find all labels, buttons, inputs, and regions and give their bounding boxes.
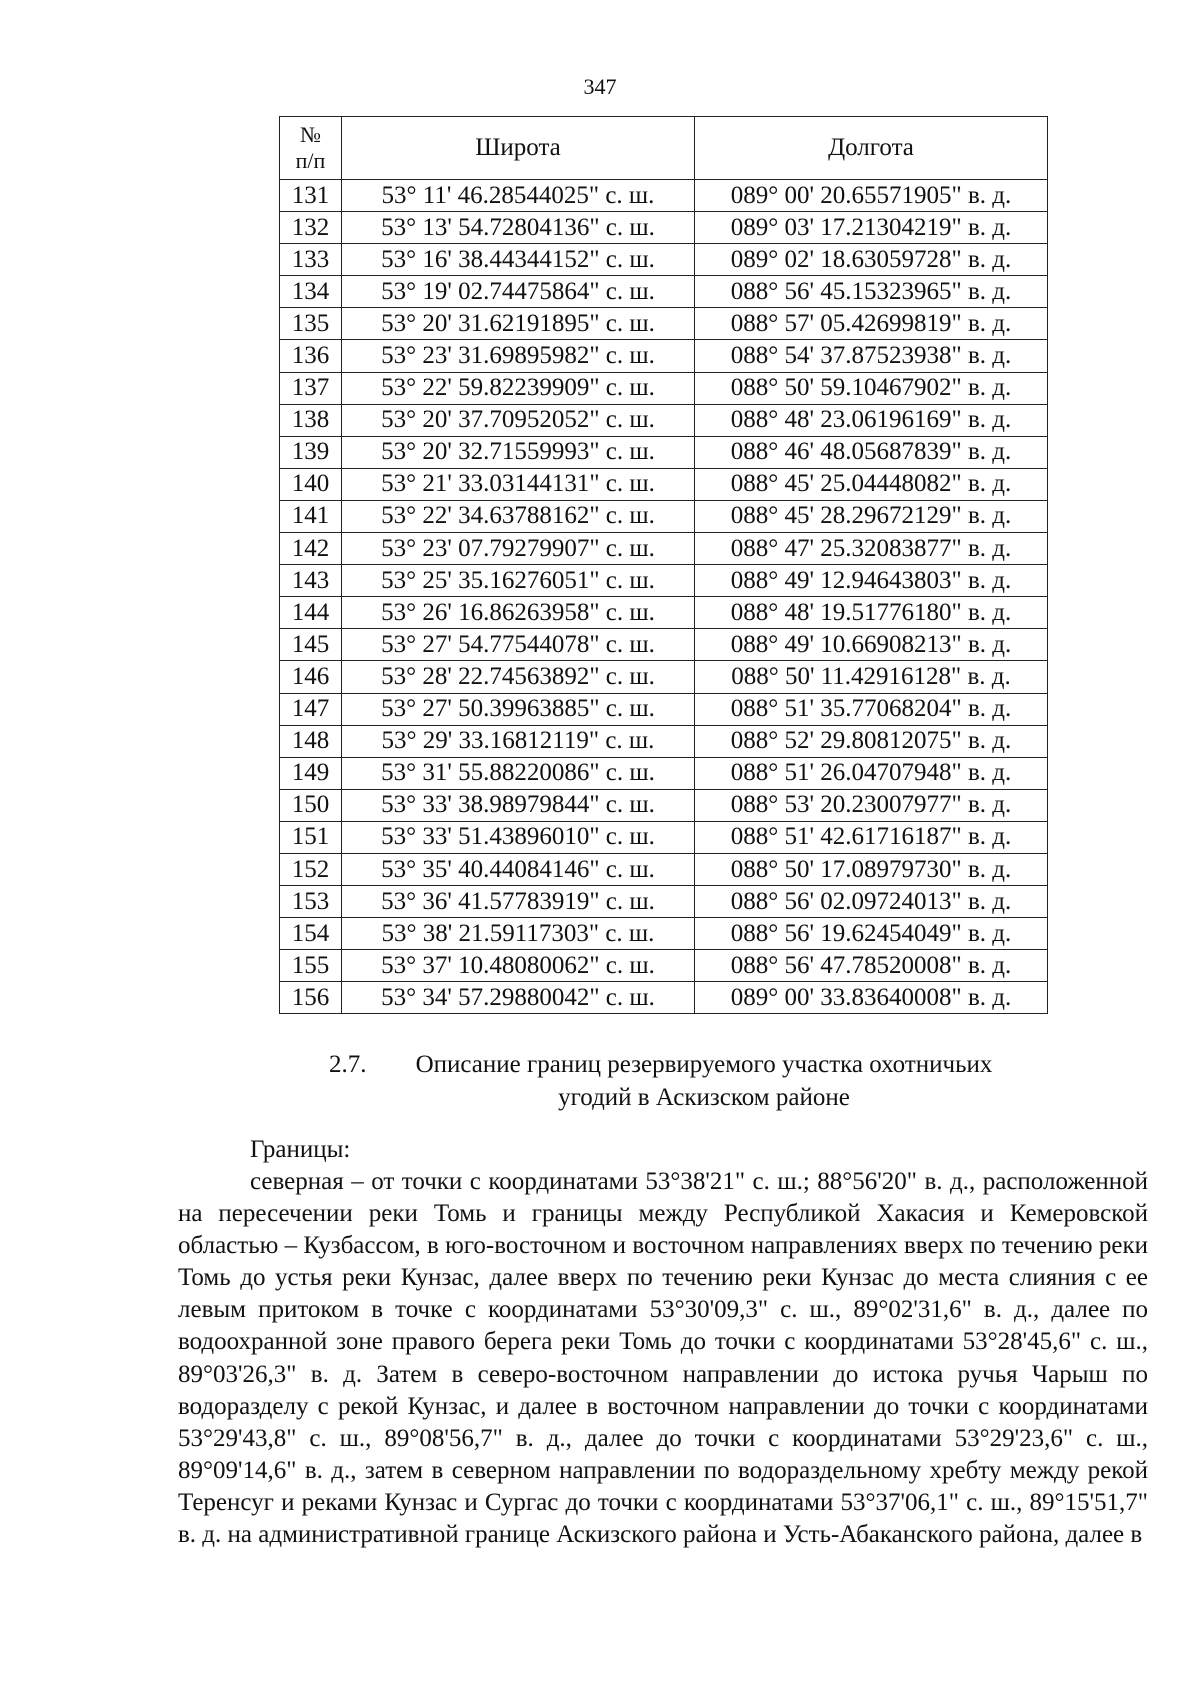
- longitude-cell: 088° 57' 05.42699819" в. д.: [695, 308, 1048, 340]
- number-abbrev: п/п: [295, 148, 326, 173]
- longitude-cell: 088° 45' 28.29672129" в. д.: [695, 500, 1048, 532]
- longitude-cell: 089° 00' 20.65571905" в. д.: [695, 180, 1048, 212]
- number-sign: №: [300, 122, 321, 147]
- table-row: [280, 308, 1048, 340]
- table-row: [280, 276, 1048, 308]
- latitude-cell: 53° 33' 38.98979844" с. ш.: [342, 789, 695, 821]
- longitude-cell: 088° 48' 19.51776180" в. д.: [695, 597, 1048, 629]
- row-number: 136: [280, 340, 342, 372]
- longitude-cell: 088° 56' 45.15323965" в. д.: [695, 276, 1048, 308]
- latitude-cell: 53° 20' 31.62191895" с. ш.: [342, 308, 695, 340]
- longitude-cell: 088° 50' 17.08979730" в. д.: [695, 853, 1048, 885]
- latitude-cell: 53° 27' 50.39963885" с. ш.: [342, 693, 695, 725]
- latitude-cell: 53° 20' 37.70952052" с. ш.: [342, 404, 695, 436]
- row-number: 139: [280, 436, 342, 468]
- row-number: 148: [280, 725, 342, 757]
- row-number: 146: [280, 661, 342, 693]
- page-number: 347: [583, 74, 617, 99]
- table-row: [280, 244, 1048, 276]
- row-number: 131: [280, 180, 342, 212]
- row-number: 150: [280, 789, 342, 821]
- row-number: 145: [280, 629, 342, 661]
- latitude-cell: 53° 22' 59.82239909" с. ш.: [342, 372, 695, 404]
- table-row: [280, 468, 1048, 500]
- table-body: [280, 180, 1048, 1014]
- row-number: 142: [280, 533, 342, 565]
- longitude-cell: 088° 46' 48.05687839" в. д.: [695, 436, 1048, 468]
- longitude-cell: 088° 56' 19.62454049" в. д.: [695, 918, 1048, 950]
- row-number: 132: [280, 212, 342, 244]
- row-number: 138: [280, 404, 342, 436]
- latitude-cell: 53° 34' 57.29880042" с. ш.: [342, 982, 695, 1014]
- latitude-cell: 53° 11' 46.28544025" с. ш.: [342, 180, 695, 212]
- body-paragraph: северная – от точки с координатами 53°38'21" с. ш.; 88°56'20" в. д., расположенной на пересечении реки Томь и границы между Республикой Хакасия и Кемеровской областью – Кузбассом, в юго-восточном и восточном направлениях вверх по течению реки Томь до устья реки Кунзас, далее вверх по течению реки Кунзас до места слияния с ее левым притоком в точке с координатами 53°30'09,3" с. ш., 89°02'31,6" в. д., далее по водоохранной зоне правого берега реки Томь до точки с координатами 53°28'45,6" с. ш., 89°03'26,3" в. д. Затем в северо-восточном направлении до истока ручья Чарыш по водоразделу с рекой Кунзас, и далее в восточном направлении до точки с координатами 53°29'43,8" с. ш., 89°08'56,7" в. д., далее до точки с координатами 53°29'23,6" с. ш., 89°09'14,6" в. д., затем в северном направлении по водораздельному хребту между рекой Теренсуг и реками Кунзас и Сургас до точки с координатами 53°37'06,1" с. ш., 89°15'51,7" в. д. на административной границе Аскизского района и Усть-Абаканского района, далее в: [178, 1168, 1148, 1549]
- table-row: [280, 886, 1048, 918]
- column-header-longitude: Долгота: [695, 117, 1048, 180]
- section-number: 2.7.: [329, 1051, 367, 1078]
- latitude-cell: 53° 20' 32.71559993" с. ш.: [342, 436, 695, 468]
- longitude-cell: 088° 47' 25.32083877" в. д.: [695, 533, 1048, 565]
- latitude-cell: 53° 16' 38.44344152" с. ш.: [342, 244, 695, 276]
- latitude-cell: 53° 27' 54.77544078" с. ш.: [342, 629, 695, 661]
- table-row: [280, 212, 1048, 244]
- section-heading: [329, 1048, 1049, 1114]
- latitude-cell: 53° 25' 35.16276051" с. ш.: [342, 565, 695, 597]
- table-row: [280, 565, 1048, 597]
- row-number: 156: [280, 982, 342, 1014]
- latitude-cell: 53° 13' 54.72804136" с. ш.: [342, 212, 695, 244]
- longitude-cell: 088° 56' 47.78520008" в. д.: [695, 950, 1048, 982]
- table-row: [280, 982, 1048, 1014]
- row-number: 135: [280, 308, 342, 340]
- row-number: 137: [280, 372, 342, 404]
- longitude-cell: 088° 45' 25.04448082" в. д.: [695, 468, 1048, 500]
- table-row: [280, 533, 1048, 565]
- longitude-cell: 088° 49' 12.94643803" в. д.: [695, 565, 1048, 597]
- latitude-cell: 53° 33' 51.43896010" с. ш.: [342, 821, 695, 853]
- table-row: [280, 950, 1048, 982]
- longitude-cell: 089° 02' 18.63059728" в. д.: [695, 244, 1048, 276]
- latitude-cell: 53° 35' 40.44084146" с. ш.: [342, 853, 695, 885]
- longitude-cell: 088° 53' 20.23007977" в. д.: [695, 789, 1048, 821]
- row-number: 140: [280, 468, 342, 500]
- latitude-cell: 53° 23' 07.79279907" с. ш.: [342, 533, 695, 565]
- row-number: 151: [280, 821, 342, 853]
- latitude-cell: 53° 38' 21.59117303" с. ш.: [342, 918, 695, 950]
- row-number: 153: [280, 886, 342, 918]
- table-row: [280, 180, 1048, 212]
- longitude-cell: 088° 49' 10.66908213" в. д.: [695, 629, 1048, 661]
- row-number: 147: [280, 693, 342, 725]
- latitude-cell: 53° 22' 34.63788162" с. ш.: [342, 500, 695, 532]
- table-row: [280, 372, 1048, 404]
- row-number: 143: [280, 565, 342, 597]
- table-row: [280, 500, 1048, 532]
- latitude-cell: 53° 26' 16.86263958" с. ш.: [342, 597, 695, 629]
- column-header-number: [280, 117, 342, 180]
- longitude-cell: 088° 51' 35.77068204" в. д.: [695, 693, 1048, 725]
- table-row: [280, 693, 1048, 725]
- latitude-cell: 53° 37' 10.48080062" с. ш.: [342, 950, 695, 982]
- row-number: 154: [280, 918, 342, 950]
- longitude-cell: 089° 00' 33.83640008" в. д.: [695, 982, 1048, 1014]
- latitude-cell: 53° 36' 41.57783919" с. ш.: [342, 886, 695, 918]
- row-number: 144: [280, 597, 342, 629]
- table-row: [280, 853, 1048, 885]
- longitude-cell: 088° 51' 26.04707948" в. д.: [695, 757, 1048, 789]
- latitude-cell: 53° 29' 33.16812119" с. ш.: [342, 725, 695, 757]
- borders-label: Границы:: [250, 1136, 351, 1163]
- row-number: 149: [280, 757, 342, 789]
- table-row: [280, 821, 1048, 853]
- longitude-cell: 088° 52' 29.80812075" в. д.: [695, 725, 1048, 757]
- table-row: [280, 661, 1048, 693]
- section-title: Описание границ резервируемого участка охотничьих угодий в Аскизском районе: [415, 1051, 993, 1111]
- table-row: [280, 918, 1048, 950]
- latitude-cell: 53° 19' 02.74475864" с. ш.: [342, 276, 695, 308]
- latitude-cell: 53° 28' 22.74563892" с. ш.: [342, 661, 695, 693]
- row-number: 141: [280, 500, 342, 532]
- longitude-cell: 088° 50' 11.42916128" в. д.: [695, 661, 1048, 693]
- table-header: [280, 117, 1048, 180]
- row-number: 152: [280, 853, 342, 885]
- coordinates-table: [279, 116, 1048, 1014]
- longitude-cell: 088° 56' 02.09724013" в. д.: [695, 886, 1048, 918]
- table-row: [280, 789, 1048, 821]
- table-row: [280, 597, 1048, 629]
- table-header-row: [280, 117, 1048, 180]
- table-row: [280, 404, 1048, 436]
- longitude-cell: 088° 51' 42.61716187" в. д.: [695, 821, 1048, 853]
- latitude-cell: 53° 23' 31.69895982" с. ш.: [342, 340, 695, 372]
- latitude-cell: 53° 31' 55.88220086" с. ш.: [342, 757, 695, 789]
- table-row: [280, 725, 1048, 757]
- table-row: [280, 757, 1048, 789]
- row-number: 134: [280, 276, 342, 308]
- longitude-cell: 088° 54' 37.87523938" в. д.: [695, 340, 1048, 372]
- longitude-cell: 088° 50' 59.10467902" в. д.: [695, 372, 1048, 404]
- longitude-cell: 088° 48' 23.06196169" в. д.: [695, 404, 1048, 436]
- longitude-cell: 089° 03' 17.21304219" в. д.: [695, 212, 1048, 244]
- column-header-latitude: Широта: [342, 117, 695, 180]
- latitude-cell: 53° 21' 33.03144131" с. ш.: [342, 468, 695, 500]
- row-number: 155: [280, 950, 342, 982]
- table-row: [280, 340, 1048, 372]
- table-row: [280, 629, 1048, 661]
- row-number: 133: [280, 244, 342, 276]
- table-row: [280, 436, 1048, 468]
